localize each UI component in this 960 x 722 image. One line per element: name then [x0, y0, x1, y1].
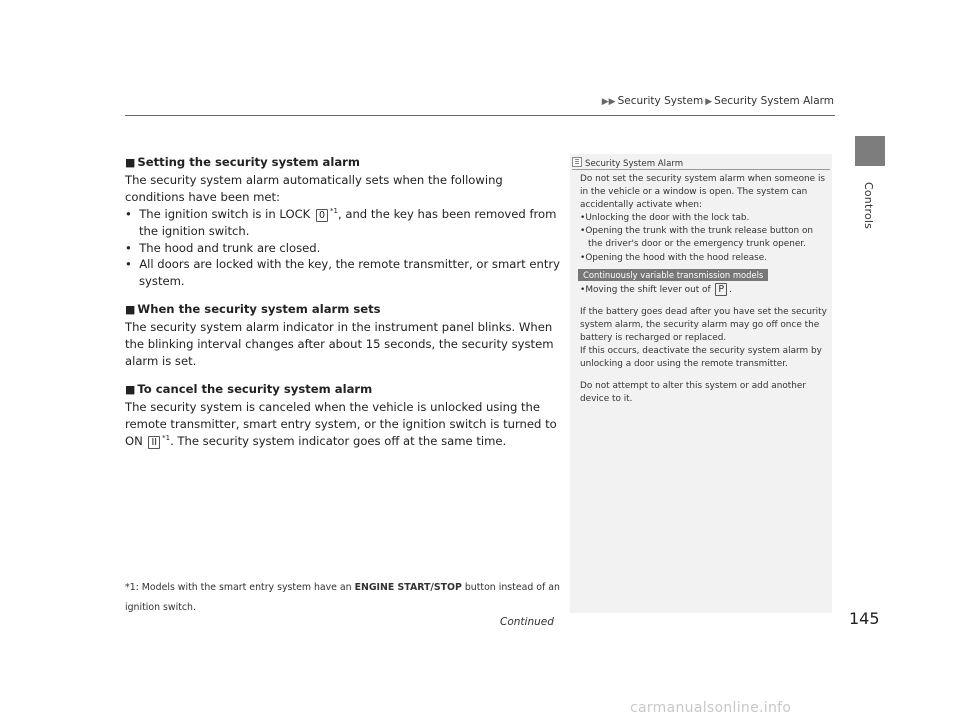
list-item: • The ignition switch is in LOCK 0 $^{*1}$, and the key has been removed from the ignition switch.: [125, 206, 557, 238]
continued-label: Continued: [500, 616, 554, 628]
paragraph: The security system is canceled when the vehicle is unlocked using the remote transmitter, smart entry system, or the ignition switch is turned to ON II $^{*1}$. The security system indicator goes off at the same time.: [125, 399, 557, 448]
breadcrumb-arrow-icon: ▶: [705, 97, 713, 107]
model-badge: Continuously variable transmission models: [578, 269, 768, 281]
footnote: *1: Models with the smart entry system have an ENGINE START/STOP button instead of an ignition switch.: [125, 582, 560, 613]
breadcrumb-item[interactable]: Security System: [617, 95, 704, 107]
square-bullet-icon: ■: [125, 303, 136, 317]
chapter-tab: [855, 136, 885, 166]
square-bullet-icon: ■: [125, 382, 136, 396]
paragraph: The security system alarm indicator in the instrument panel blinks. When the blinking interval changes after about 15 seconds, the security system alarm is set.: [125, 320, 554, 368]
ignition-key-symbol: II: [148, 436, 160, 449]
chapter-label: Controls: [862, 182, 875, 230]
sidebar-title: Security System Alarm: [572, 157, 683, 169]
section-heading: ■ To cancel the security system alarm: [125, 381, 373, 396]
paragraph: The security system alarm automatically sets when the following conditions have been met:: [125, 172, 503, 204]
square-bullet-icon: ■: [125, 156, 136, 169]
sidebar-paragraph: Do not set the security system alarm when someone is in the vehicle or a window is open. The system can accidentally activate when:: [580, 174, 826, 211]
breadcrumb-item[interactable]: Security System Alarm: [714, 95, 834, 107]
ignition-key-symbol: 0: [316, 209, 328, 222]
sidebar-list-item: •Unlocking the door with the lock tab.: [580, 213, 750, 224]
shift-position-symbol: P: [715, 283, 727, 296]
section-heading: ■ When the security system alarm sets: [125, 302, 381, 317]
sidebar-list-item: •Moving the shift lever out of P .: [580, 283, 732, 295]
section-heading: ■ Setting the security system alarm: [125, 155, 360, 169]
breadcrumb-arrow-icon: ▶▶: [601, 97, 616, 107]
footnote-ref: *1: [330, 206, 338, 215]
sidebar-content: [580, 173, 828, 407]
main-content: [125, 154, 560, 450]
watermark: carmanualsonline.info: [630, 700, 792, 716]
note-icon: [572, 157, 582, 167]
footnote-ref: *1: [162, 433, 171, 442]
breadcrumb: [500, 95, 834, 107]
sidebar-divider: [572, 169, 830, 170]
page-number: 145: [849, 609, 880, 628]
sidebar-list-item: •Opening the hood with the hood release.: [580, 252, 768, 263]
sidebar-paragraph: If the battery goes dead after you have set the security system alarm, the security alarm may go off once the battery is recharged or replaced.: [580, 306, 827, 344]
list-item: • The hood and trunk are closed.: [125, 240, 321, 255]
header-divider: [125, 115, 835, 116]
list-item: • All doors are locked with the key, the remote transmitter, or smart entry system.: [125, 257, 561, 289]
sidebar-list-item: •Opening the trunk with the trunk release button on the driver's door or the emergency trunk opener.: [580, 226, 813, 250]
sidebar-paragraph: Do not attempt to alter this system or add another device to it.: [580, 381, 806, 405]
sidebar-paragraph: If this occurs, deactivate the security system alarm by unlocking a door using the remote transmitter.: [580, 346, 822, 370]
